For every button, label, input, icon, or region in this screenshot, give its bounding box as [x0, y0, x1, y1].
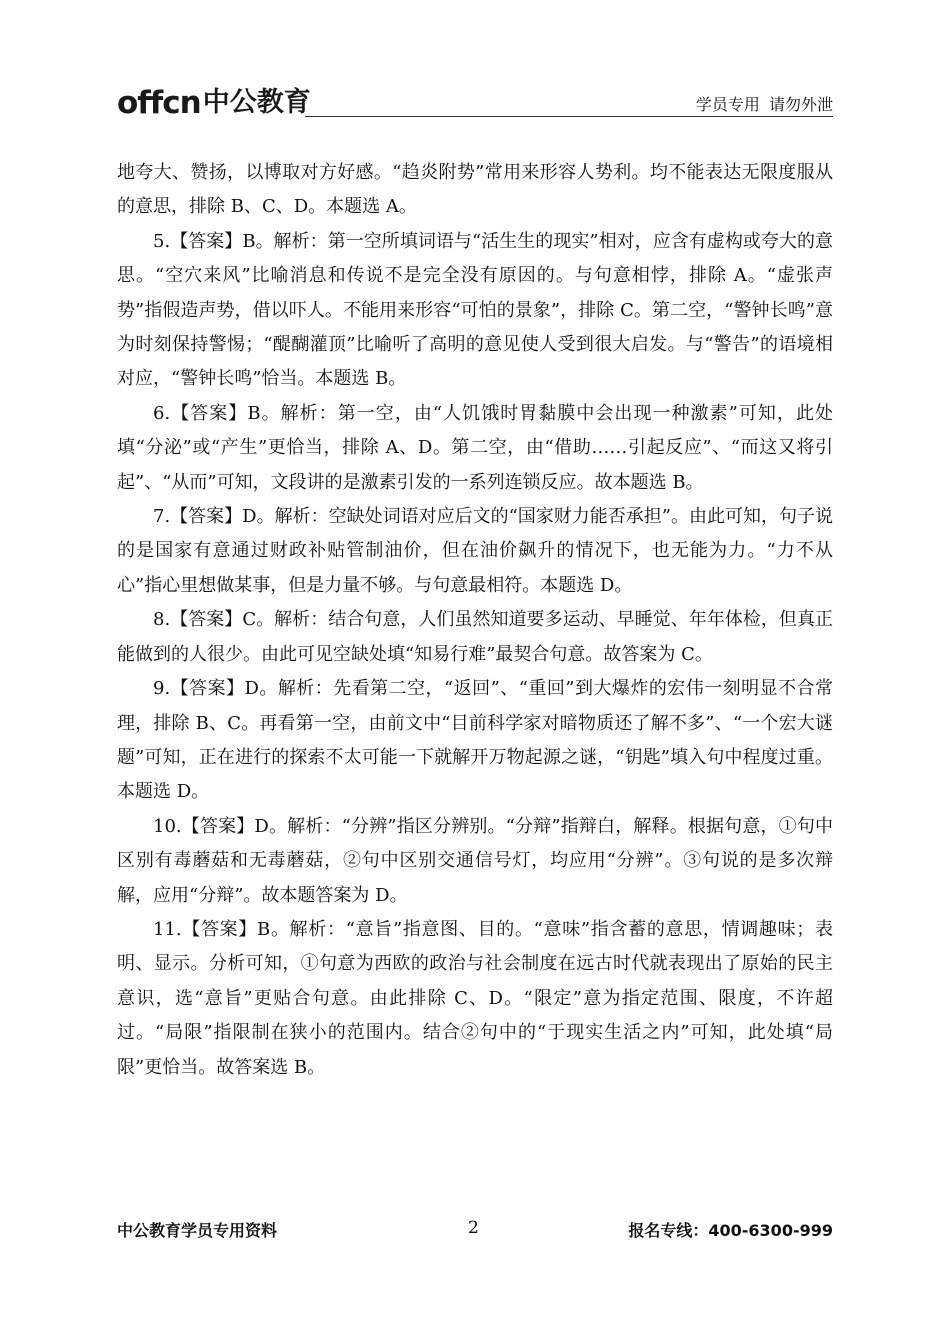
- paragraph-continuation: 地夸大、赞扬，以博取对方好感。“趋炎附势”常用来形容人势利。均不能表达无限度服从的意思，排除 B、C、D。本题选 A。: [117, 162, 833, 218]
- answer-5: 5.【答案】B。解析：第一空所填词语与“活生生的现实”相对，应含有虚构或夸大的意思。“空穴来风”比喻消息和传说不是完全没有原因的。与句意相悖，排除 A。“虚张声势”指假造声势，借以吓人。不能用来形容“可怕的景象”，排除 C。第二空，“警钟长鸣”意为时刻保持警惕；“醍醐灌顶”比喻听了高明的意见使人受到很大启发。与“警告”的语境相对应，“警钟长鸣”恰当。本题选 B。: [117, 230, 833, 390]
- offcn-logo: [117, 82, 311, 121]
- answer-9: 9.【答案】D。解析：先看第二空，“返回”、“重回”到大爆炸的宏伟一刻明显不合常理，排除 B、C。再看第一空，由前文中“目前科学家对暗物质还了解不多”、“一个宏大谜题”可知，正在进行的探索不太可能一下就解开万物起源之谜，“钥匙”填入句中程度过重。本题选 D。: [117, 678, 833, 803]
- header-rule: [305, 116, 833, 117]
- answer-explanations: [117, 156, 833, 1085]
- answer-11: 11.【答案】B。解析：“意旨”指意图、目的。“意味”指含蓄的意思，情调趣味；表明、显示。分析可知，①句意为西欧的政治与社会制度在远古时代就表现出了原始的民主意识，选“意旨”更贴合句意。由此排除 C、D。“限定”意为指定范围、限度，不许超过。“局限”指限制在狭小的范围内。结合②句中的“于现实生活之内”可知，此处填“局限”更恰当。故答案选 B。: [117, 918, 833, 1078]
- answer-7: 7.【答案】D。解析：空缺处词语对应后文的“国家财力能否承担”。由此可知，句子说的是国家有意通过财政补贴管制油价，但在油价飙升的情况下，也无能为力。“力不从心”指心里想做某事，但是力量不够。与句意最相符。本题选 D。: [117, 506, 834, 596]
- footer-label: 中公教育学员专用资料: [117, 1221, 278, 1240]
- logo-english: offcn: [117, 85, 201, 121]
- answer-8: 8.【答案】C。解析：结合句意，人们虽然知道要多运动、早睡觉、年年体检，但真正能做到的人很少。由此可见空缺处填“知易行难”最契合句意。故答案为 C。: [117, 609, 833, 665]
- page-number: 2: [468, 1218, 479, 1238]
- answer-6: 6.【答案】B。解析：第一空，由“人饥饿时胃黏膜中会出现一种激素”可知，此处填“分泌”或“产生”更恰当，排除 A、D。第二空，由“借助……引起反应”、“而这又将引起”、“从而”可知，文段讲的是激素引发的一系列连锁反应。故本题选 B。: [117, 402, 833, 493]
- header-notice: 学员专用 请勿外泄: [695, 95, 833, 114]
- logo-chinese: 中公教育: [202, 87, 311, 118]
- page-header: [117, 82, 833, 121]
- answer-10: 10.【答案】D。解析：“分辨”指区分辨别。“分辩”指辩白，解释。根据句意，①句中区别有毒蘑菇和无毒蘑菇，②句中区别交通信号灯，均应用“分辨”。③句说的是多次辩解，应用“分辩”。故本题答案为 D。: [117, 815, 833, 906]
- footer-hotline: 报名专线：400-6300-999: [628, 1221, 833, 1240]
